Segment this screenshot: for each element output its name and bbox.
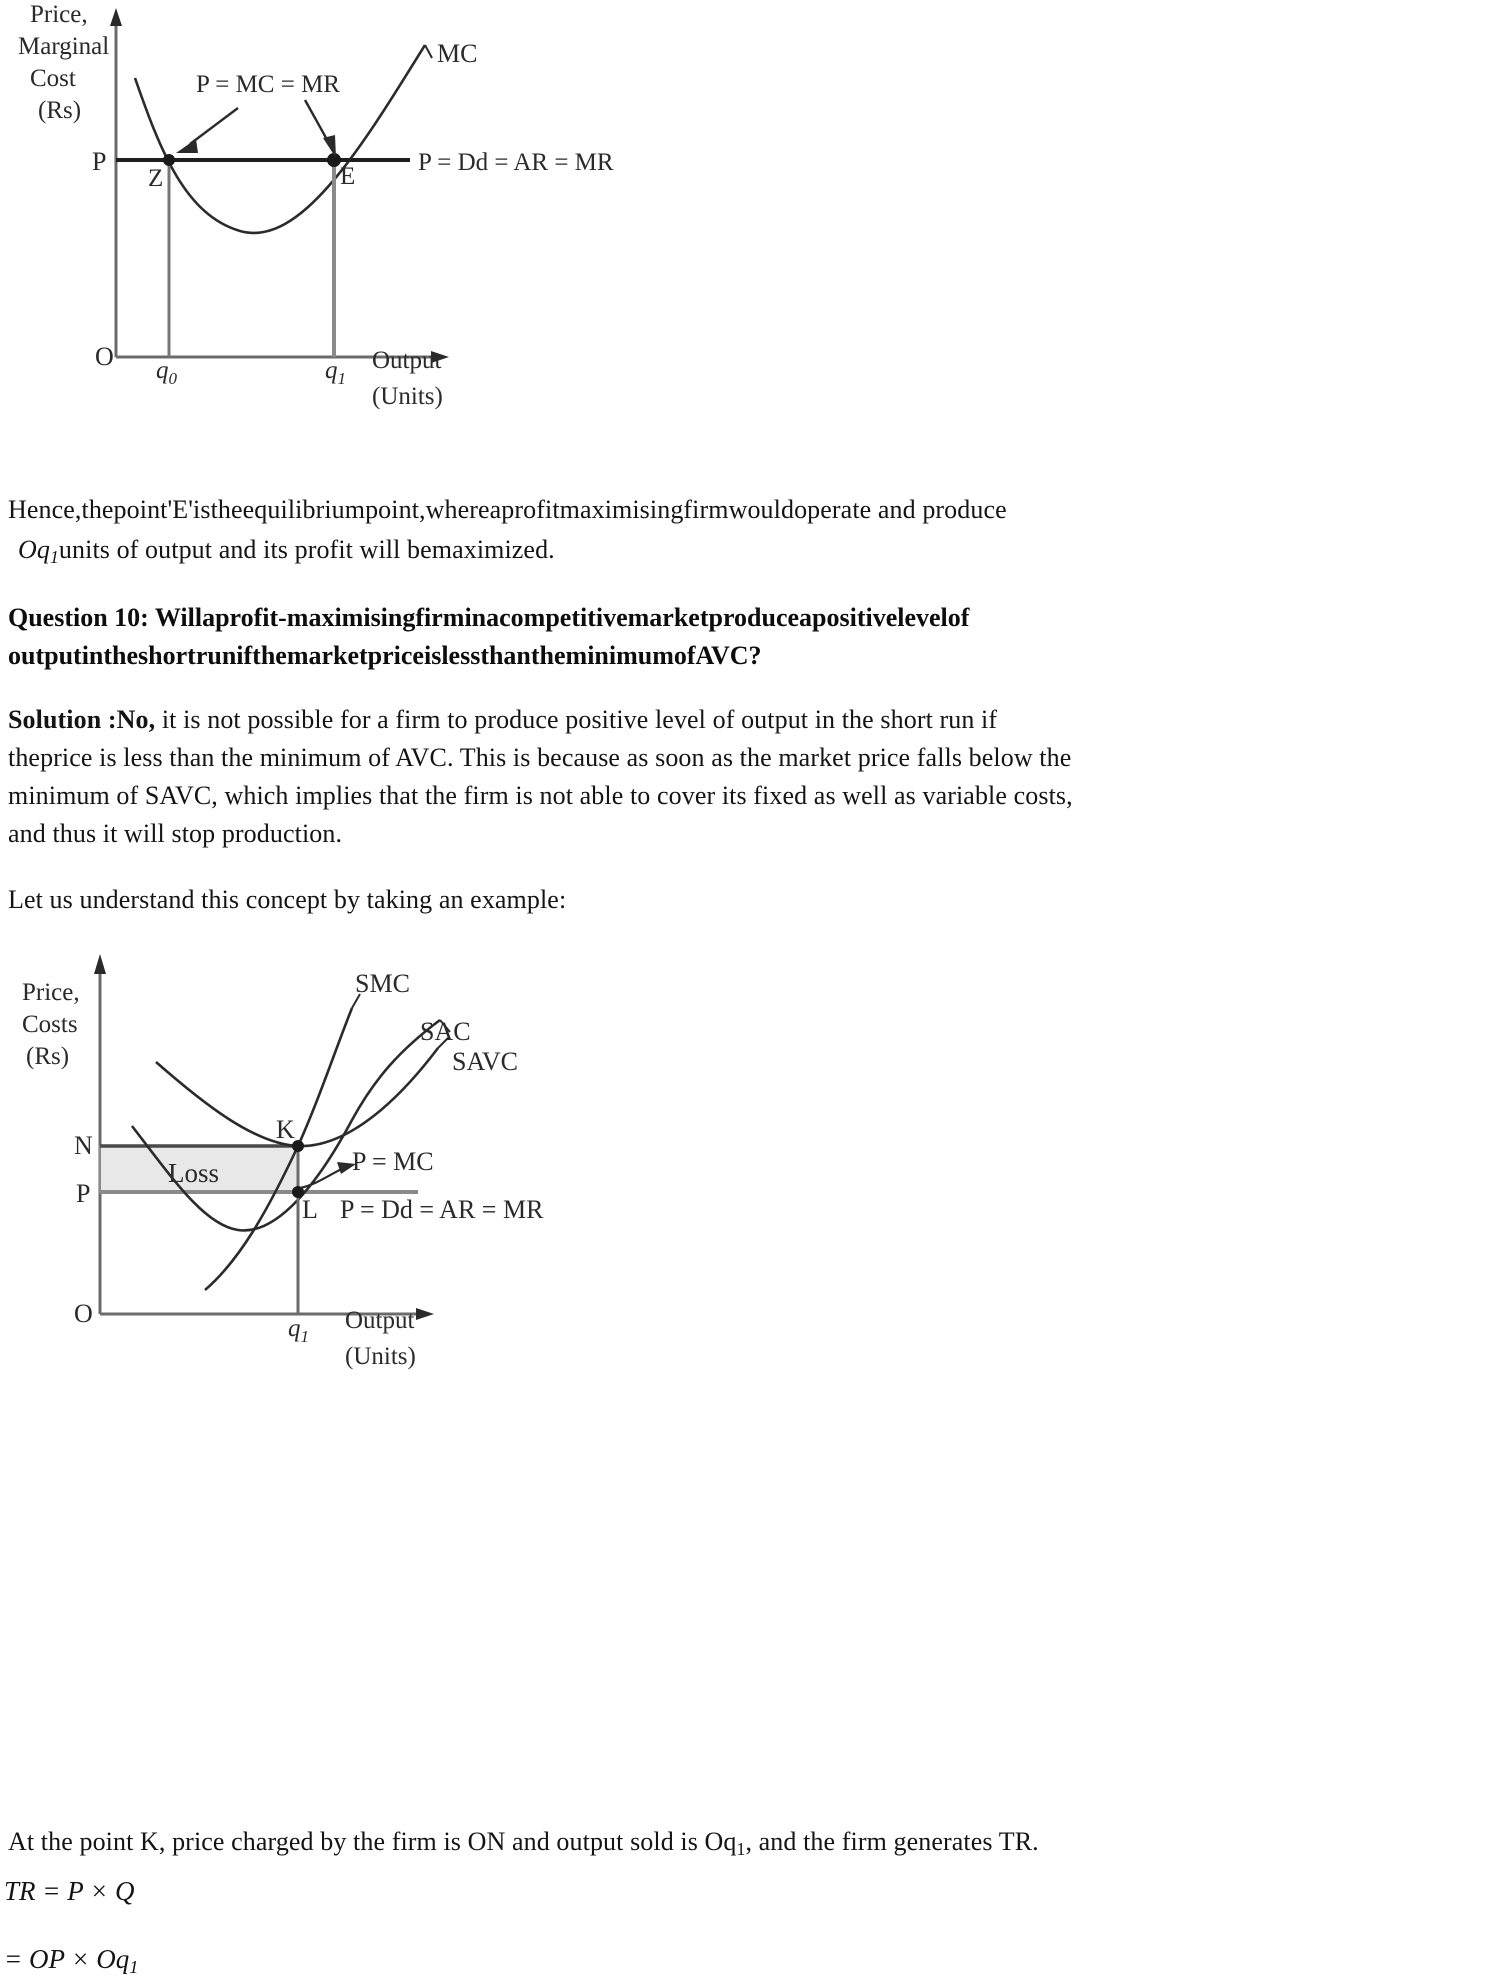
solution-line2: theprice is less than the minimum of AVC. This is because as soon as the market price falls below the [8,743,1072,772]
solution-paragraph-line2 [8,738,1228,778]
fig2-pmc-annotation: P = MC [352,1147,434,1176]
fig1-mc-label: MC [437,39,478,68]
fig1-point-e-label: E [340,163,356,190]
fig2-origin-label: O [74,1299,93,1328]
fig1-demand-label: P = Dd = AR = MR [418,149,614,176]
fig2-x-label-line1: Output [345,1307,415,1334]
question-10-heading [8,598,1208,638]
fig1-y-label-line2: Marginal [18,33,110,60]
paragraph1-math-sub: 1 [49,546,59,567]
fig1-q0-label: $q_0$ [156,357,177,388]
math-tr-text: TR = P × Q [4,1876,135,1906]
fig1-x-label-line1: Output [372,347,442,374]
closing-paragraph [8,1822,1248,1869]
sac-curve [156,1048,438,1146]
intro-example-text: Let us understand this concept by taking an example: [8,885,567,914]
fig2-demand-annotation: P = Dd = AR = MR [340,1195,544,1224]
fig1-price-axis-label: P [92,147,107,176]
paragraph1-line2-rest: units of output and its profit will bemaximized. [58,535,555,564]
paragraph-hence-line2 [18,530,1208,577]
question-10-line1: Willaprofit-maximisingfirminacompetitivemarketproduceapositivelevelof [148,603,970,632]
fig2-y-label-line2: Costs [22,1011,78,1038]
question-10-heading-line2 [8,636,1208,676]
fig1-origin-label: O [95,342,114,371]
fig2-smc-label: SMC [355,969,410,998]
fig2-price-label-P: P [76,1179,91,1208]
figure-perfect-competition [0,0,700,440]
fig2-y-label-line1: Price, [22,979,80,1006]
fig1-y-label-line1: Price, [30,1,88,28]
annotation-arrow-e [305,100,336,158]
fig2-y-label-line3: (Rs) [26,1043,70,1070]
paragraph-hence-equilibrium [8,490,1198,530]
question-10-label: Question 10: [8,603,149,632]
solution-line1: it is not possible for a firm to produce positive level of output in the short run if [155,705,998,734]
solution-line3: minimum of SAVC, which implies that the firm is not able to cover its fixed as well as variable costs, [8,781,1073,810]
fig2-x-label-line2: (Units) [345,1343,416,1370]
fig2-price-label-N: N [74,1131,93,1160]
figure-shutdown-loss [0,930,700,1410]
y-axis [110,8,122,357]
intro-example-line [8,880,1208,920]
solution-paragraph-line4 [8,814,1228,854]
annotation-arrow-z [176,108,238,153]
fig1-x-label-line2: (Units) [372,383,443,410]
fig1-top-annotation: P = MC = MR [196,71,340,98]
fig1-point-z-label: Z [148,165,164,192]
pmc-annotation-arrow [300,1162,356,1188]
paragraph1-line1: Hence,thepoint'E'istheequilibriumpoint,whereaprofitmaximisingfirmwouldoperate and produce [8,495,1007,524]
closing-line1-sub: 1 [736,1838,746,1859]
fig2-point-k-label: K [276,1115,295,1144]
fig2-q1-label: $q_1$ [288,1315,309,1346]
fig2-loss-label: Loss [168,1158,220,1188]
fig2-savc-label: SAVC [452,1047,519,1076]
paragraph1-math: Oq [18,535,50,564]
fig1-y-label-line3: Cost [30,65,76,92]
solution-paragraph-line1 [8,700,1208,740]
math-op-formula [4,1944,138,1978]
fig1-y-label-line4: (Rs) [38,97,82,124]
math-op-sub: 1 [129,1957,139,1978]
fig2-sac-label: SAC [420,1017,471,1046]
question-10-line2: outputintheshortrunifthemarketpriceislessthantheminimumofAVC? [8,641,762,670]
solution-line4: and thus it will stop production. [8,819,343,848]
math-op-text: = OP × Oq [4,1944,130,1974]
point-z-marker [163,154,175,166]
mc-leader-line [425,45,432,58]
solution-label: Solution :No, [8,705,156,734]
fig2-y-axis [94,954,106,1314]
fig2-point-l-label: L [302,1195,318,1224]
closing-line1-b: , and the firm generates TR. [745,1827,1039,1856]
fig1-q1-label: $q_1$ [325,357,346,388]
solution-paragraph-line3 [8,776,1228,816]
point-e-marker [327,153,341,167]
closing-line1-a: At the point K, price charged by the firm is ON and output sold is Oq [8,1827,737,1856]
math-tr-formula [4,1876,134,1907]
